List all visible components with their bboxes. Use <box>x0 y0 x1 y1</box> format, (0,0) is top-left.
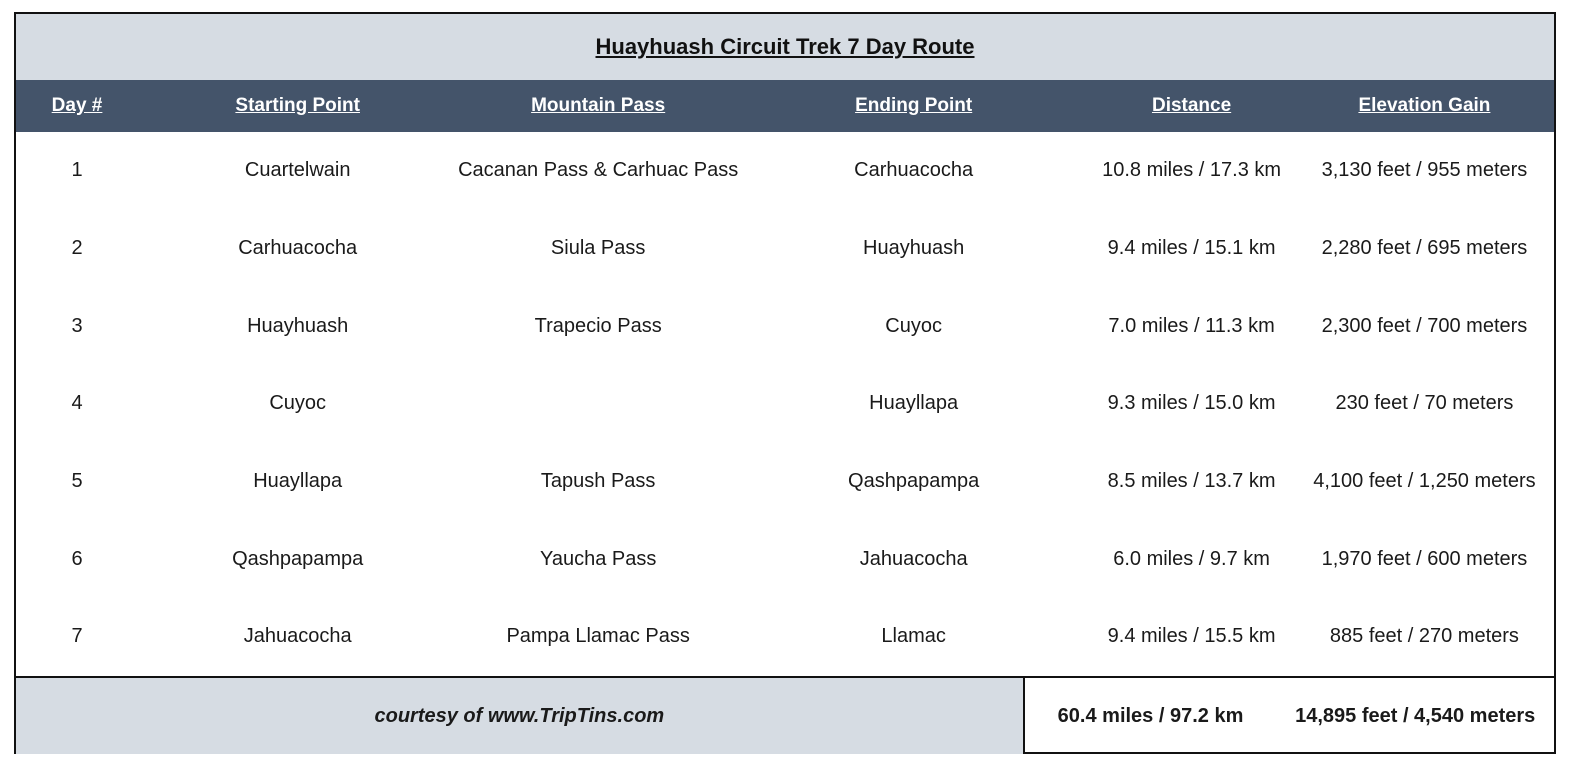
total-elevation-gain: 14,895 feet / 4,540 meters <box>1295 704 1536 727</box>
cell-elevation-gain: 2,280 feet / 695 meters <box>1321 237 1528 260</box>
cell-starting-point: Qashpapampa <box>232 547 364 570</box>
cell-day: 7 <box>71 625 83 648</box>
header-row <box>16 80 1554 132</box>
cell-mountain-pass: Siula Pass <box>550 237 646 260</box>
cell-starting-point: Huayllapa <box>253 470 343 493</box>
cell-ending-point: Carhuacocha <box>854 159 974 182</box>
cell-mountain-pass: Yaucha Pass <box>539 547 657 570</box>
cell-mountain-pass: Trapecio Pass <box>534 314 662 337</box>
header-elevation-gain: Elevation Gain <box>1358 95 1491 116</box>
cell-elevation-gain: 2,300 feet / 700 meters <box>1321 314 1528 337</box>
cell-day: 3 <box>71 314 83 337</box>
cell-mountain-pass: Tapush Pass <box>540 470 656 493</box>
header-day: Day # <box>51 95 103 116</box>
cell-ending-point: Huayhuash <box>863 237 965 260</box>
cell-elevation-gain: 3,130 feet / 955 meters <box>1321 159 1528 182</box>
table-row <box>16 132 1554 210</box>
cell-day: 1 <box>71 159 83 182</box>
cell-day: 2 <box>71 237 83 260</box>
table-row <box>16 365 1554 443</box>
title-row <box>16 14 1554 82</box>
header-distance: Distance <box>1151 95 1232 116</box>
cell-distance: 7.0 miles / 11.3 km <box>1108 314 1275 337</box>
table-row <box>16 443 1554 521</box>
cell-ending-point: Huayllapa <box>869 392 959 415</box>
cell-ending-point: Llamac <box>881 625 946 648</box>
cell-day: 5 <box>71 470 83 493</box>
cell-ending-point: Jahuacocha <box>859 547 968 570</box>
cell-starting-point: Huayhuash <box>247 314 349 337</box>
footer-row <box>16 676 1554 754</box>
cell-elevation-gain: 885 feet / 270 meters <box>1329 625 1519 648</box>
route-table <box>14 12 1556 754</box>
cell-distance: 10.8 miles / 17.3 km <box>1102 159 1282 182</box>
cell-starting-point: Cuartelwain <box>244 159 351 182</box>
cell-starting-point: Cuyoc <box>269 392 327 415</box>
cell-day: 6 <box>71 547 83 570</box>
cell-mountain-pass: Pampa Llamac Pass <box>506 625 690 648</box>
cell-distance: 9.4 miles / 15.5 km <box>1107 625 1276 648</box>
total-distance: 60.4 miles / 97.2 km <box>1057 704 1244 727</box>
table-title: Huayhuash Circuit Trek 7 Day Route <box>595 34 975 59</box>
cell-elevation-gain: 1,970 feet / 600 meters <box>1321 547 1528 570</box>
cell-elevation-gain: 230 feet / 70 meters <box>1335 392 1514 415</box>
table-row <box>16 520 1554 598</box>
cell-ending-point: Cuyoc <box>885 314 942 337</box>
cell-mountain-pass: Cacanan Pass & Carhuac Pass <box>458 159 739 182</box>
cell-distance: 6.0 miles / 9.7 km <box>1113 547 1270 570</box>
cell-starting-point: Jahuacocha <box>243 625 352 648</box>
cell-distance: 9.3 miles / 15.0 km <box>1107 392 1276 415</box>
cell-distance: 9.4 miles / 15.1 km <box>1107 237 1276 260</box>
cell-starting-point: Carhuacocha <box>238 237 358 260</box>
header-starting-point: Starting Point <box>235 95 360 116</box>
cell-elevation-gain: 4,100 feet / 1,250 meters <box>1313 470 1536 493</box>
cell-day: 4 <box>71 392 83 415</box>
cell-ending-point: Qashpapampa <box>848 470 980 493</box>
header-ending-point: Ending Point <box>855 95 973 116</box>
courtesy-note: courtesy of www.TripTins.com <box>16 678 1025 754</box>
header-mountain-pass: Mountain Pass <box>531 95 666 116</box>
table-row <box>16 287 1554 365</box>
table-row <box>16 598 1554 676</box>
table-row <box>16 210 1554 288</box>
table-body <box>16 132 1554 676</box>
cell-distance: 8.5 miles / 13.7 km <box>1107 470 1276 493</box>
